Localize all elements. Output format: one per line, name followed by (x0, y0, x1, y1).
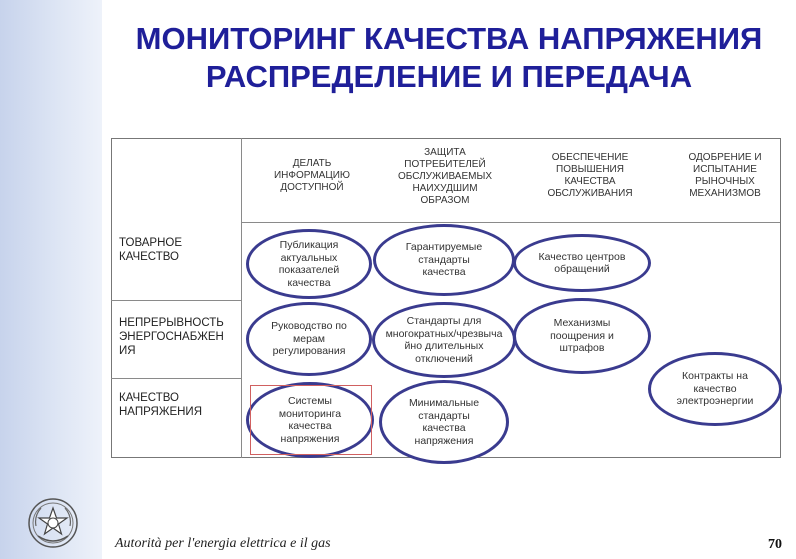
row-label-line: ИЯ (119, 345, 136, 357)
oval-incentives-penalties (513, 298, 651, 374)
oval-regulation-guidance (246, 302, 372, 376)
header-line: ОДОБРЕНИЕ И (688, 152, 762, 163)
header-line: ПОТРЕБИТЕЛЕЙ (404, 159, 486, 170)
oval-line: штрафов (559, 342, 605, 355)
header-line: КАЧЕСТВА (564, 176, 616, 187)
oval-line: показателей (278, 264, 340, 276)
row-label-continuity (119, 316, 224, 358)
oval-line: мерам (293, 332, 325, 345)
oval-line: электроэнергии (676, 395, 754, 408)
grid-hline (241, 222, 780, 223)
oval-line: обращений (554, 263, 610, 275)
oval-line: отключений (415, 352, 473, 365)
row-label-line: ЭНЕРГОСНАБЖЕН (119, 331, 224, 343)
oval-line: качество (693, 382, 737, 395)
oval-line: Стандарты для (406, 315, 482, 327)
oval-line: многократных/чрезвыча (385, 327, 503, 340)
row-label-voltage-quality (119, 391, 202, 419)
oval-line: напряжения (414, 434, 474, 447)
row-label-line: НЕПРЕРЫВНОСТЬ (119, 317, 224, 329)
oval-line: Механизмы (553, 317, 611, 330)
row-label-line: КАЧЕСТВО (119, 251, 179, 263)
italian-emblem-icon (26, 496, 80, 550)
grid-vline (241, 138, 242, 458)
oval-line: качества (422, 266, 466, 279)
oval-line: поощрения и (550, 329, 614, 342)
oval-line: Гарантируемые (405, 241, 483, 254)
header-line: МЕХАНИЗМОВ (689, 188, 761, 199)
column-header-3 (530, 146, 650, 206)
header-line: ОБРАЗОМ (420, 195, 470, 206)
oval-line: стандарты (418, 409, 470, 422)
grid-hline (111, 378, 241, 379)
title-line-2: РАСПРЕДЕЛЕНИЕ И ПЕРЕДАЧА (205, 59, 693, 94)
selection-highlight (250, 385, 372, 455)
oval-line: Минимальные (408, 397, 480, 409)
row-label-product-quality (119, 236, 182, 264)
header-line: ИНФОРМАЦИЮ (273, 170, 351, 181)
header-line: ПОВЫШЕНИЯ (556, 164, 624, 175)
oval-line: качества (422, 422, 466, 434)
column-header-4 (670, 146, 780, 206)
oval-line: стандарты (418, 253, 470, 266)
oval-line: мониторинга (278, 407, 342, 420)
oval-line: напряжения (280, 432, 340, 445)
row-label-line: ТОВАРНОЕ (119, 237, 183, 249)
footer-organization: Autorità per l'energia elettrica e il gas (115, 536, 331, 551)
header-line: ДОСТУПНОЙ (280, 182, 344, 193)
header-line: ОБСЛУЖИВАНИЯ (547, 188, 633, 199)
title-line-1: МОНИТОРИНГ КАЧЕСТВА НАПРЯЖЕНИЯ (135, 21, 763, 56)
row-label-line: КАЧЕСТВО (119, 392, 179, 404)
left-decorative-strip (0, 0, 102, 559)
oval-line: Системы (287, 395, 332, 407)
oval-line: Качество центров (538, 250, 626, 263)
oval-minimum-standards (379, 380, 509, 464)
header-line: РЫНОЧНЫХ (695, 176, 755, 187)
oval-line: качества (288, 420, 332, 432)
column-header-1 (262, 146, 362, 206)
oval-call-centers (513, 234, 651, 292)
header-line: ИСПЫТАНИЕ (693, 164, 757, 175)
grid-hline (111, 300, 241, 301)
oval-publication (246, 229, 372, 299)
header-line: ОБЕСПЕЧЕНИЕ (551, 152, 629, 163)
oval-guaranteed-standards (373, 224, 515, 296)
header-line: ЗАЩИТА (424, 147, 466, 158)
oval-line: качества (287, 276, 331, 289)
oval-line: Контракты на (682, 370, 748, 383)
oval-line: Публикация (279, 239, 339, 251)
oval-line: йно длительных (404, 340, 484, 352)
header-line: ДЕЛАТЬ (292, 158, 332, 169)
header-line: ОБСЛУЖИВАЕМЫХ (398, 171, 492, 182)
page-number: 70 (768, 537, 782, 552)
oval-quality-contracts (648, 352, 782, 426)
oval-line: актуальных (280, 251, 338, 264)
row-label-line: НАПРЯЖЕНИЯ (119, 406, 202, 418)
oval-interruption-standards (372, 302, 516, 378)
oval-line: Руководство по (271, 320, 347, 333)
header-line: НАИХУДШИМ (412, 183, 478, 194)
slide-title (102, 20, 796, 96)
oval-line: регулирования (272, 345, 346, 358)
column-header-2 (383, 140, 507, 214)
